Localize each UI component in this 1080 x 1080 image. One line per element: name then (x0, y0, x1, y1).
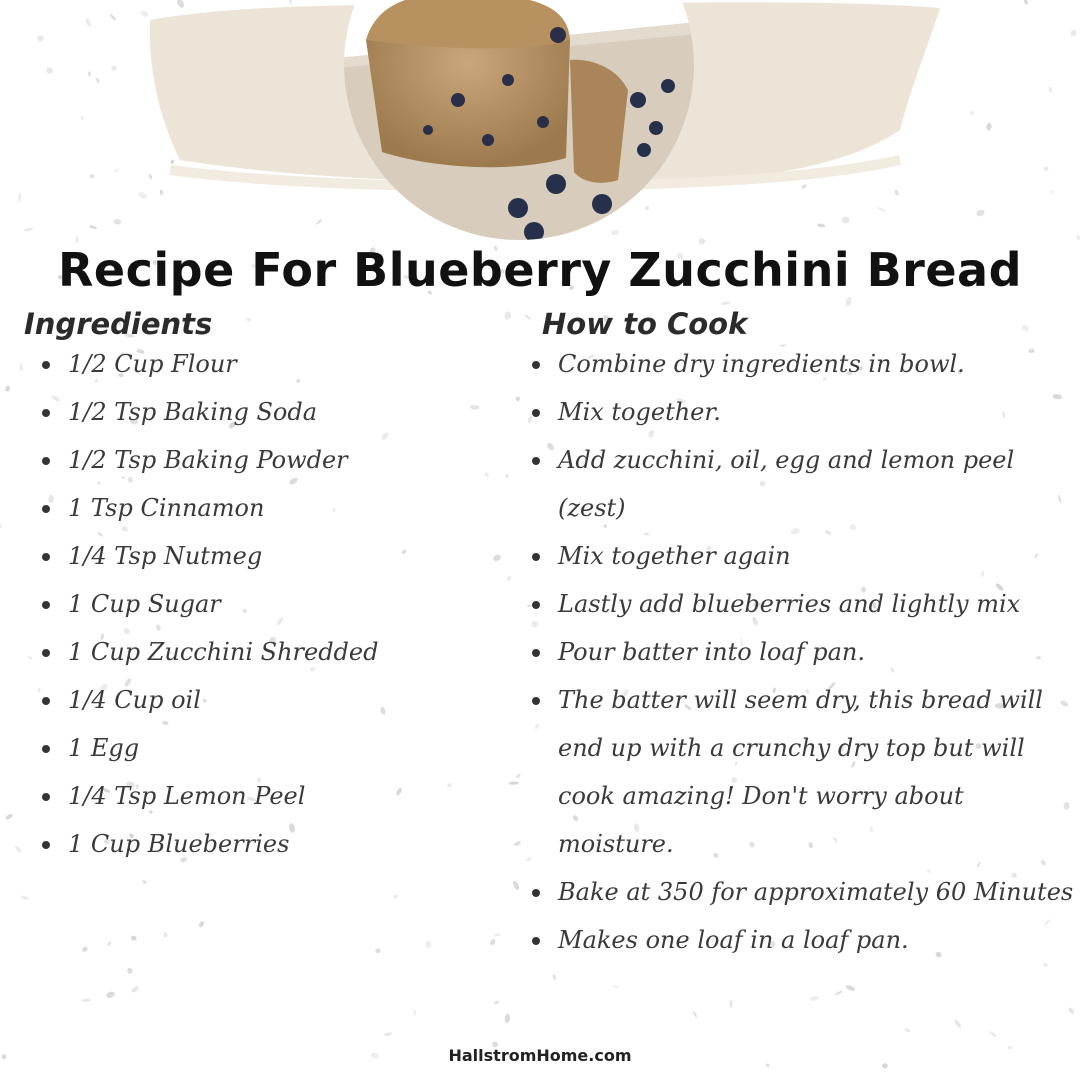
instruction-step: Makes one loaf in a loaf pan. (528, 916, 1076, 964)
instruction-step: Add zucchini, oil, egg and lemon peel (zest) (528, 436, 1076, 532)
recipe-title: Recipe For Blueberry Zucchini Bread (57, 243, 1023, 297)
ingredient-item: 1 Egg (38, 724, 508, 772)
ingredient-item: 1/4 Tsp Nutmeg (38, 532, 508, 580)
instruction-step: Mix together again (528, 532, 1076, 580)
instruction-step: Combine dry ingredients in bowl. (528, 340, 1076, 388)
bread-photo (338, 0, 700, 240)
instruction-step: Lastly add blueberries and lightly mix (528, 580, 1076, 628)
instructions-heading: How to Cook (542, 307, 748, 341)
ingredient-item: 1 Cup Sugar (38, 580, 508, 628)
ingredient-item: 1/4 Tsp Lemon Peel (38, 772, 508, 820)
instruction-step: Bake at 350 for approximately 60 Minutes (528, 868, 1076, 916)
ingredient-item: 1/2 Tsp Baking Soda (38, 388, 508, 436)
instruction-step: Mix together. (528, 388, 1076, 436)
ingredients-list (38, 340, 508, 868)
ingredient-item: 1/2 Cup Flour (38, 340, 508, 388)
ingredient-item: 1 Cup Zucchini Shredded (38, 628, 508, 676)
instruction-step: Pour batter into loaf pan. (528, 628, 1076, 676)
ingredient-item: 1/4 Cup oil (38, 676, 508, 724)
ingredient-item: 1 Cup Blueberries (38, 820, 508, 868)
site-footer: HallstromHome.com (448, 1046, 632, 1065)
ingredient-item: 1 Tsp Cinnamon (38, 484, 508, 532)
ingredient-item: 1/2 Tsp Baking Powder (38, 436, 508, 484)
instruction-step: The batter will seem dry, this bread will end up with a crunchy dry top but will cook amazing! Don't worry about moisture. (528, 676, 1076, 868)
instructions-list (528, 340, 1076, 964)
ingredients-heading: Ingredients (24, 307, 213, 341)
